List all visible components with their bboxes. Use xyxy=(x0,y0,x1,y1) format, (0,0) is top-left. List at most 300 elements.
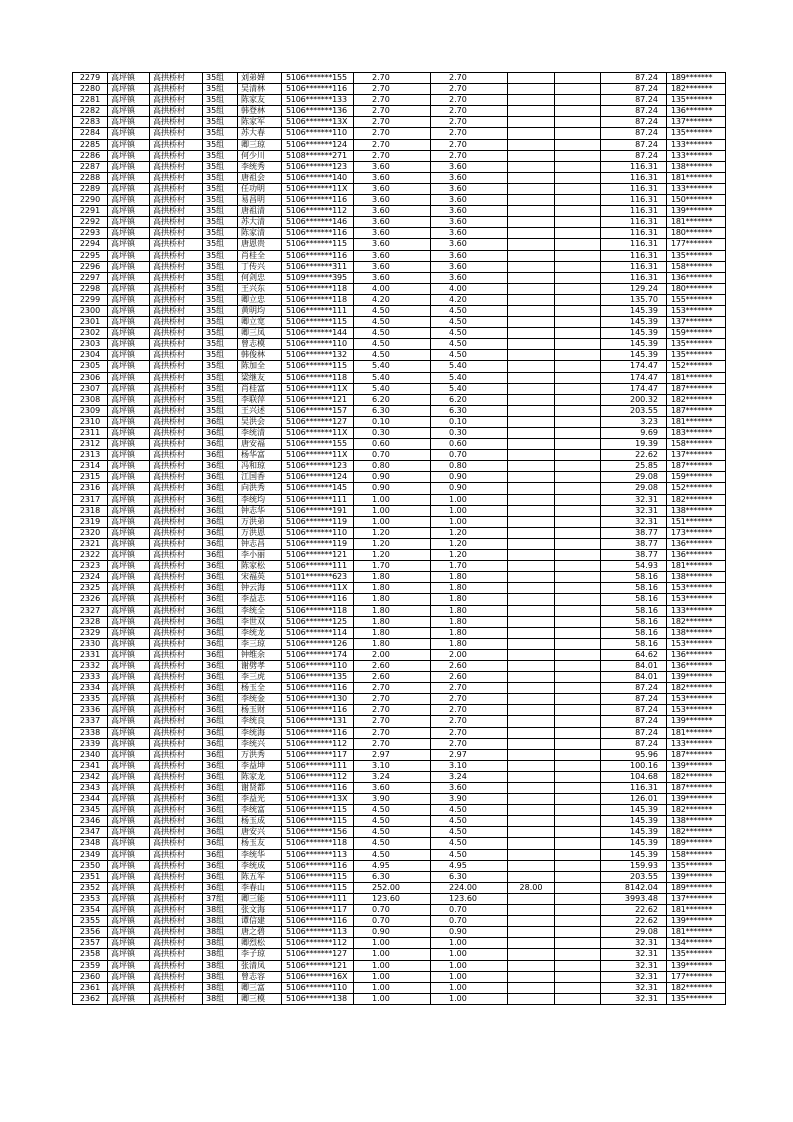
cell-id-number: 5106*******155 xyxy=(282,73,354,84)
cell-village: 高拱桥村 xyxy=(150,916,203,927)
cell-id-number: 5106*******111 xyxy=(282,893,354,904)
cell-amount: 145.39 xyxy=(601,849,667,860)
cell-area-3 xyxy=(508,350,555,361)
cell-row-number: 2300 xyxy=(73,305,108,316)
table-row xyxy=(73,294,726,305)
cell-phone: 138******* xyxy=(667,627,726,638)
cell-name: 王兴东 xyxy=(238,283,282,294)
cell-town: 高坪镇 xyxy=(108,317,150,328)
cell-area-4 xyxy=(555,838,601,849)
table-row xyxy=(73,527,726,538)
cell-id-number: 5106*******110 xyxy=(282,339,354,350)
cell-phone: 173******* xyxy=(667,527,726,538)
cell-amount: 58.16 xyxy=(601,583,667,594)
cell-area-4 xyxy=(555,183,601,194)
cell-group: 36组 xyxy=(203,882,238,893)
cell-area-3 xyxy=(508,971,555,982)
cell-amount: 145.39 xyxy=(601,827,667,838)
cell-id-number: 5106*******13X xyxy=(282,794,354,805)
cell-area-1: 1.80 xyxy=(354,583,431,594)
cell-phone: 136******* xyxy=(667,649,726,660)
table-row xyxy=(73,905,726,916)
cell-phone: 181******* xyxy=(667,727,726,738)
cell-amount: 159.93 xyxy=(601,860,667,871)
cell-group: 37组 xyxy=(203,893,238,904)
cell-amount: 58.16 xyxy=(601,616,667,627)
table-row xyxy=(73,283,726,294)
cell-area-1: 3.10 xyxy=(354,760,431,771)
cell-phone: 133******* xyxy=(667,150,726,161)
cell-area-3 xyxy=(508,372,555,383)
cell-id-number: 5106*******121 xyxy=(282,550,354,561)
cell-amount: 9.69 xyxy=(601,428,667,439)
cell-area-4 xyxy=(555,505,601,516)
cell-area-4 xyxy=(555,605,601,616)
cell-row-number: 2305 xyxy=(73,361,108,372)
cell-row-number: 2289 xyxy=(73,183,108,194)
cell-area-1: 2.60 xyxy=(354,660,431,671)
cell-group: 35组 xyxy=(203,305,238,316)
cell-area-4 xyxy=(555,228,601,239)
cell-phone: 153******* xyxy=(667,705,726,716)
cell-village: 高拱桥村 xyxy=(150,206,203,217)
cell-phone: 187******* xyxy=(667,461,726,472)
table-row xyxy=(73,228,726,239)
table-row xyxy=(73,694,726,705)
cell-village: 高拱桥村 xyxy=(150,328,203,339)
cell-area-4 xyxy=(555,161,601,172)
cell-village: 高拱桥村 xyxy=(150,172,203,183)
cell-area-4 xyxy=(555,860,601,871)
cell-amount: 64.62 xyxy=(601,649,667,660)
cell-group: 35组 xyxy=(203,372,238,383)
cell-amount: 22.62 xyxy=(601,905,667,916)
cell-group: 36组 xyxy=(203,727,238,738)
cell-group: 35组 xyxy=(203,161,238,172)
cell-area-1: 0.70 xyxy=(354,916,431,927)
cell-village: 高拱桥村 xyxy=(150,527,203,538)
table-row xyxy=(73,838,726,849)
table-row xyxy=(73,605,726,616)
cell-amount: 174.47 xyxy=(601,361,667,372)
cell-phone: 181******* xyxy=(667,172,726,183)
cell-name: 杨玉友 xyxy=(238,838,282,849)
cell-amount: 135.70 xyxy=(601,294,667,305)
cell-village: 高拱桥村 xyxy=(150,361,203,372)
cell-area-4 xyxy=(555,816,601,827)
table-row xyxy=(73,361,726,372)
cell-group: 35组 xyxy=(203,405,238,416)
cell-row-number: 2340 xyxy=(73,749,108,760)
cell-name: 陈加全 xyxy=(238,361,282,372)
cell-group: 36组 xyxy=(203,838,238,849)
table-row xyxy=(73,73,726,84)
cell-phone: 136******* xyxy=(667,272,726,283)
cell-name: 陈家军 xyxy=(238,117,282,128)
cell-group: 35组 xyxy=(203,217,238,228)
cell-row-number: 2312 xyxy=(73,439,108,450)
cell-amount: 87.24 xyxy=(601,73,667,84)
cell-area-2: 0.90 xyxy=(431,927,508,938)
cell-amount: 32.31 xyxy=(601,494,667,505)
cell-area-1: 1.00 xyxy=(354,938,431,949)
cell-area-1: 1.80 xyxy=(354,594,431,605)
cell-group: 36组 xyxy=(203,450,238,461)
cell-row-number: 2354 xyxy=(73,905,108,916)
cell-row-number: 2345 xyxy=(73,805,108,816)
table-row xyxy=(73,505,726,516)
cell-village: 高拱桥村 xyxy=(150,594,203,605)
cell-area-1: 3.60 xyxy=(354,250,431,261)
cell-amount: 32.31 xyxy=(601,982,667,993)
cell-amount: 203.55 xyxy=(601,871,667,882)
cell-area-4 xyxy=(555,95,601,106)
cell-village: 高拱桥村 xyxy=(150,161,203,172)
cell-area-1: 3.60 xyxy=(354,195,431,206)
cell-phone: 181******* xyxy=(667,416,726,427)
cell-amount: 116.31 xyxy=(601,195,667,206)
cell-id-number: 5106*******125 xyxy=(282,616,354,627)
cell-amount: 84.01 xyxy=(601,660,667,671)
cell-area-1: 0.70 xyxy=(354,450,431,461)
cell-row-number: 2328 xyxy=(73,616,108,627)
cell-row-number: 2346 xyxy=(73,816,108,827)
cell-area-1: 0.80 xyxy=(354,461,431,472)
cell-area-4 xyxy=(555,372,601,383)
table-row xyxy=(73,372,726,383)
cell-area-2: 0.70 xyxy=(431,905,508,916)
cell-group: 36组 xyxy=(203,561,238,572)
cell-amount: 145.39 xyxy=(601,805,667,816)
cell-area-1: 4.50 xyxy=(354,838,431,849)
cell-area-3 xyxy=(508,705,555,716)
cell-town: 高坪镇 xyxy=(108,305,150,316)
cell-area-1: 0.70 xyxy=(354,905,431,916)
cell-name: 陈家松 xyxy=(238,561,282,572)
cell-area-2: 3.60 xyxy=(431,228,508,239)
cell-name: 陈家龙 xyxy=(238,771,282,782)
cell-area-3: 28.00 xyxy=(508,882,555,893)
cell-area-3 xyxy=(508,760,555,771)
cell-row-number: 2292 xyxy=(73,217,108,228)
cell-group: 35组 xyxy=(203,339,238,350)
cell-amount: 116.31 xyxy=(601,250,667,261)
cell-name: 万洪恩 xyxy=(238,527,282,538)
cell-id-number: 5106*******115 xyxy=(282,882,354,893)
cell-town: 高坪镇 xyxy=(108,128,150,139)
cell-area-1: 4.95 xyxy=(354,860,431,871)
cell-town: 高坪镇 xyxy=(108,84,150,95)
cell-amount: 19.39 xyxy=(601,439,667,450)
cell-area-4 xyxy=(555,805,601,816)
cell-area-1: 1.80 xyxy=(354,616,431,627)
cell-town: 高坪镇 xyxy=(108,605,150,616)
cell-town: 高坪镇 xyxy=(108,95,150,106)
cell-id-number: 5106*******116 xyxy=(282,228,354,239)
cell-phone: 153******* xyxy=(667,305,726,316)
cell-area-4 xyxy=(555,150,601,161)
cell-name: 唐恩贵 xyxy=(238,239,282,250)
cell-group: 36组 xyxy=(203,416,238,427)
cell-row-number: 2350 xyxy=(73,860,108,871)
cell-town: 高坪镇 xyxy=(108,949,150,960)
cell-village: 高拱桥村 xyxy=(150,150,203,161)
cell-area-3 xyxy=(508,250,555,261)
cell-id-number: 5106*******146 xyxy=(282,217,354,228)
cell-area-3 xyxy=(508,405,555,416)
cell-amount: 95.96 xyxy=(601,749,667,760)
cell-id-number: 5106*******113 xyxy=(282,927,354,938)
cell-amount: 29.08 xyxy=(601,483,667,494)
cell-area-3 xyxy=(508,472,555,483)
cell-id-number: 5106*******116 xyxy=(282,250,354,261)
cell-group: 38组 xyxy=(203,927,238,938)
cell-village: 高拱桥村 xyxy=(150,372,203,383)
cell-row-number: 2362 xyxy=(73,993,108,1004)
cell-row-number: 2329 xyxy=(73,627,108,638)
cell-name: 韩登林 xyxy=(238,106,282,117)
cell-area-4 xyxy=(555,694,601,705)
cell-group: 36组 xyxy=(203,428,238,439)
cell-area-4 xyxy=(555,195,601,206)
cell-id-number: 5106*******135 xyxy=(282,672,354,683)
cell-area-1: 5.40 xyxy=(354,383,431,394)
cell-row-number: 2325 xyxy=(73,583,108,594)
cell-area-2: 2.70 xyxy=(431,705,508,716)
cell-phone: 136******* xyxy=(667,550,726,561)
cell-phone: 183******* xyxy=(667,428,726,439)
cell-town: 高坪镇 xyxy=(108,738,150,749)
cell-area-4 xyxy=(555,450,601,461)
cell-village: 高拱桥村 xyxy=(150,738,203,749)
table-row xyxy=(73,705,726,716)
cell-row-number: 2288 xyxy=(73,172,108,183)
cell-area-2: 5.40 xyxy=(431,361,508,372)
cell-name: 杨玉成 xyxy=(238,816,282,827)
table-row xyxy=(73,217,726,228)
cell-row-number: 2318 xyxy=(73,505,108,516)
cell-name: 易昌明 xyxy=(238,195,282,206)
cell-row-number: 2356 xyxy=(73,927,108,938)
cell-area-3 xyxy=(508,649,555,660)
cell-village: 高拱桥村 xyxy=(150,261,203,272)
cell-row-number: 2313 xyxy=(73,450,108,461)
table-row xyxy=(73,616,726,627)
cell-name: 向洪秀 xyxy=(238,483,282,494)
cell-area-3 xyxy=(508,627,555,638)
cell-town: 高坪镇 xyxy=(108,439,150,450)
cell-area-3 xyxy=(508,416,555,427)
cell-group: 35组 xyxy=(203,328,238,339)
cell-village: 高拱桥村 xyxy=(150,239,203,250)
cell-area-4 xyxy=(555,383,601,394)
cell-id-number: 5106*******130 xyxy=(282,694,354,705)
cell-amount: 87.24 xyxy=(601,727,667,738)
cell-amount: 22.62 xyxy=(601,916,667,927)
cell-town: 高坪镇 xyxy=(108,383,150,394)
cell-name: 谭信建 xyxy=(238,916,282,927)
cell-town: 高坪镇 xyxy=(108,195,150,206)
cell-area-4 xyxy=(555,927,601,938)
cell-row-number: 2322 xyxy=(73,550,108,561)
cell-phone: 181******* xyxy=(667,561,726,572)
cell-village: 高拱桥村 xyxy=(150,139,203,150)
cell-phone: 133******* xyxy=(667,139,726,150)
cell-area-4 xyxy=(555,982,601,993)
cell-id-number: 5106*******115 xyxy=(282,239,354,250)
cell-row-number: 2281 xyxy=(73,95,108,106)
cell-area-2: 3.60 xyxy=(431,206,508,217)
table-row xyxy=(73,783,726,794)
cell-group: 38组 xyxy=(203,949,238,960)
cell-id-number: 5106*******115 xyxy=(282,317,354,328)
cell-row-number: 2336 xyxy=(73,705,108,716)
table-row xyxy=(73,472,726,483)
cell-name: 江国香 xyxy=(238,472,282,483)
cell-phone: 139******* xyxy=(667,206,726,217)
table-row xyxy=(73,683,726,694)
cell-area-3 xyxy=(508,283,555,294)
cell-name: 李益志 xyxy=(238,594,282,605)
cell-town: 高坪镇 xyxy=(108,538,150,549)
cell-group: 36组 xyxy=(203,827,238,838)
cell-town: 高坪镇 xyxy=(108,683,150,694)
cell-town: 高坪镇 xyxy=(108,583,150,594)
cell-area-1: 6.30 xyxy=(354,405,431,416)
cell-id-number: 5106*******116 xyxy=(282,860,354,871)
cell-phone: 139******* xyxy=(667,794,726,805)
cell-area-2: 1.00 xyxy=(431,971,508,982)
cell-town: 高坪镇 xyxy=(108,827,150,838)
cell-group: 36组 xyxy=(203,572,238,583)
cell-area-3 xyxy=(508,749,555,760)
cell-group: 36组 xyxy=(203,705,238,716)
cell-name: 李子琼 xyxy=(238,949,282,960)
cell-area-3 xyxy=(508,738,555,749)
table-row xyxy=(73,882,726,893)
cell-row-number: 2298 xyxy=(73,283,108,294)
cell-area-2: 1.80 xyxy=(431,572,508,583)
cell-phone: 136******* xyxy=(667,660,726,671)
cell-area-3 xyxy=(508,905,555,916)
cell-area-3 xyxy=(508,827,555,838)
cell-name: 谢劈孝 xyxy=(238,660,282,671)
table-row xyxy=(73,716,726,727)
cell-name: 李统华 xyxy=(238,849,282,860)
table-row xyxy=(73,483,726,494)
cell-row-number: 2341 xyxy=(73,760,108,771)
cell-group: 36组 xyxy=(203,716,238,727)
cell-id-number: 5106*******11X xyxy=(282,428,354,439)
cell-area-1: 4.50 xyxy=(354,816,431,827)
cell-area-2: 4.95 xyxy=(431,860,508,871)
cell-area-1: 3.90 xyxy=(354,794,431,805)
cell-town: 高坪镇 xyxy=(108,916,150,927)
cell-id-number: 5106*******114 xyxy=(282,627,354,638)
cell-area-2: 1.80 xyxy=(431,638,508,649)
cell-village: 高拱桥村 xyxy=(150,428,203,439)
cell-area-2: 3.60 xyxy=(431,250,508,261)
cell-village: 高拱桥村 xyxy=(150,783,203,794)
cell-name: 任功明 xyxy=(238,183,282,194)
cell-town: 高坪镇 xyxy=(108,405,150,416)
cell-amount: 116.31 xyxy=(601,172,667,183)
cell-area-3 xyxy=(508,339,555,350)
cell-area-3 xyxy=(508,783,555,794)
cell-amount: 3.23 xyxy=(601,416,667,427)
cell-area-3 xyxy=(508,383,555,394)
cell-row-number: 2306 xyxy=(73,372,108,383)
cell-group: 38组 xyxy=(203,960,238,971)
cell-phone: 181******* xyxy=(667,217,726,228)
cell-name: 何剑忠 xyxy=(238,272,282,283)
table-row xyxy=(73,139,726,150)
table-row xyxy=(73,938,726,949)
cell-amount: 87.24 xyxy=(601,84,667,95)
cell-village: 高拱桥村 xyxy=(150,317,203,328)
cell-area-1: 0.90 xyxy=(354,483,431,494)
table-row xyxy=(73,239,726,250)
cell-town: 高坪镇 xyxy=(108,849,150,860)
cell-town: 高坪镇 xyxy=(108,660,150,671)
cell-town: 高坪镇 xyxy=(108,805,150,816)
cell-amount: 174.47 xyxy=(601,372,667,383)
table-row xyxy=(73,927,726,938)
cell-id-number: 5106*******136 xyxy=(282,106,354,117)
table-row xyxy=(73,649,726,660)
cell-amount: 87.24 xyxy=(601,117,667,128)
cell-id-number: 5106*******110 xyxy=(282,527,354,538)
cell-group: 36组 xyxy=(203,871,238,882)
cell-town: 高坪镇 xyxy=(108,794,150,805)
cell-name: 唐安福 xyxy=(238,439,282,450)
cell-id-number: 5106*******115 xyxy=(282,816,354,827)
cell-area-2: 4.50 xyxy=(431,816,508,827)
cell-row-number: 2294 xyxy=(73,239,108,250)
cell-area-4 xyxy=(555,827,601,838)
cell-town: 高坪镇 xyxy=(108,783,150,794)
cell-area-1: 1.20 xyxy=(354,527,431,538)
cell-name: 李春山 xyxy=(238,882,282,893)
cell-area-4 xyxy=(555,361,601,372)
cell-phone: 137******* xyxy=(667,317,726,328)
cell-group: 36组 xyxy=(203,672,238,683)
table-row xyxy=(73,672,726,683)
cell-village: 高拱桥村 xyxy=(150,616,203,627)
cell-group: 36组 xyxy=(203,683,238,694)
cell-area-2: 5.40 xyxy=(431,372,508,383)
cell-name: 吴清林 xyxy=(238,84,282,95)
cell-group: 35组 xyxy=(203,250,238,261)
cell-row-number: 2308 xyxy=(73,394,108,405)
cell-group: 36组 xyxy=(203,816,238,827)
cell-area-1: 3.60 xyxy=(354,172,431,183)
cell-area-3 xyxy=(508,428,555,439)
cell-phone: 155******* xyxy=(667,294,726,305)
cell-phone: 138******* xyxy=(667,161,726,172)
cell-area-1: 3.60 xyxy=(354,261,431,272)
table-row xyxy=(73,161,726,172)
cell-phone: 139******* xyxy=(667,916,726,927)
cell-phone: 182******* xyxy=(667,771,726,782)
cell-row-number: 2335 xyxy=(73,694,108,705)
cell-area-2: 1.00 xyxy=(431,516,508,527)
cell-town: 高坪镇 xyxy=(108,505,150,516)
cell-area-4 xyxy=(555,294,601,305)
cell-id-number: 5106*******115 xyxy=(282,871,354,882)
cell-name: 卿三凤 xyxy=(238,328,282,339)
cell-area-4 xyxy=(555,905,601,916)
